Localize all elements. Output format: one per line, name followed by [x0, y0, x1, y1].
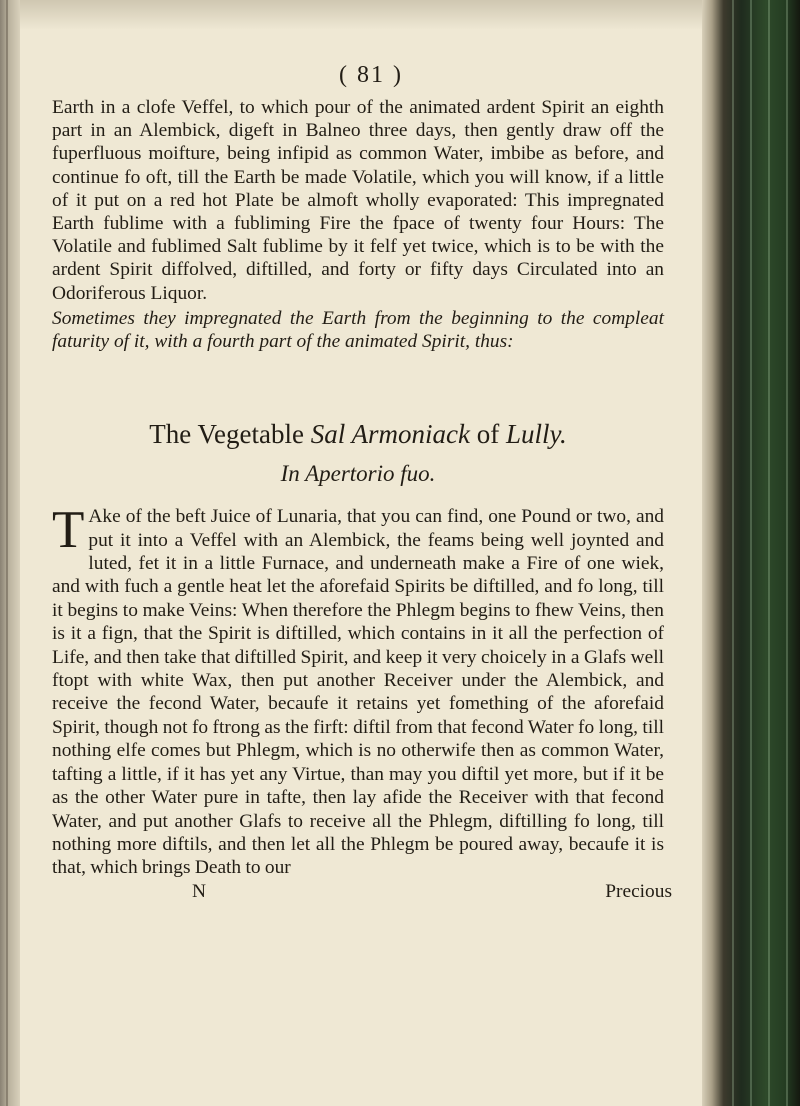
recipe-paragraph	[52, 501, 664, 880]
drop-cap: T	[52, 501, 85, 560]
title-name: Lully.	[505, 419, 567, 450]
opening-paragraph: Earth in a clofe Veffel, to which pour of the animated ardent Spirit an eighth part in an Alembick, digeft in Balneo three days, then gently draw off the fuperfluous moifture, being infipid as common Water, imbibe as before, and continue fo oft, till the Earth be made Volatile, which you will know, if a little of it put on a red hot Plate be almoft wholly evaporated: This impregnated Earth fublime with a fubliming Fire the fpace of twenty four Hours: The Volatile and fublimed Salt fublime by it felf yet twice, which is to be with the ardent Spirit diffolved, diftilled, and forty or fifty days Circulated into an Odoriferous Liquor.	[52, 97, 664, 304]
title-prefix: The Vegetable	[149, 419, 311, 450]
section-subtitle: In Apertorio fuo.	[280, 461, 436, 487]
section-title	[52, 419, 664, 449]
page-top-shadow	[20, 0, 702, 30]
page-number: ( 81 )	[339, 62, 403, 88]
title-of: of	[469, 419, 506, 450]
title-italic: Sal Armoniack	[310, 419, 470, 450]
book-page	[52, 62, 672, 904]
book-binding-edge	[702, 0, 800, 1106]
left-page-edge	[0, 0, 20, 1106]
catchword: Precious	[605, 880, 672, 902]
page-footer	[52, 880, 672, 904]
recipe-text: Ake of the beft Juice of Lunaria, that you can find, one Pound or two, and put it into a Veffel with an Alembick, the feams being well joynted and luted, fet it in a little Furnace, and underneath make a Fire of one wiek, and with fuch a gentle heat let the aforefaid Spirits be diftilled, and fo long, till it begins to make Veins: When therefore the Phlegm begins to fhew Veins, then is it a fign, that the Spirit is diftilled, which contains in it all the perfection of Life, and then take that diftilled Spirit, and keep it very choicely in a Glafs well ftopt with white Wax, then put another Receiver under the Alembick, and receive the fecond Water, becaufe it retains yet fomething of the aforefaid Spirit, though not fo ftrong as the firft: diftil from that fecond Water fo long, till nothing elfe comes but Phlegm, which is no otherwife then as common Water, tafting a little, if it has yet any Virtue, than may you diftil yet more, but if it be as the other Water pure in tafte, then lay afide the Receiver with that fecond Water, and put another Glafs to receive all the Phlegm, diftilling fo long, till nothing more diftils, and then let all the Phlegm be poured away, becaufe it is that, which brings Death to our	[52, 506, 664, 879]
signature-mark: N	[192, 880, 207, 902]
italic-note: Sometimes they impregnated the Earth from the beginning to the compleat faturity of it, with a fourth part of the animated Spirit, thus:	[52, 307, 664, 353]
